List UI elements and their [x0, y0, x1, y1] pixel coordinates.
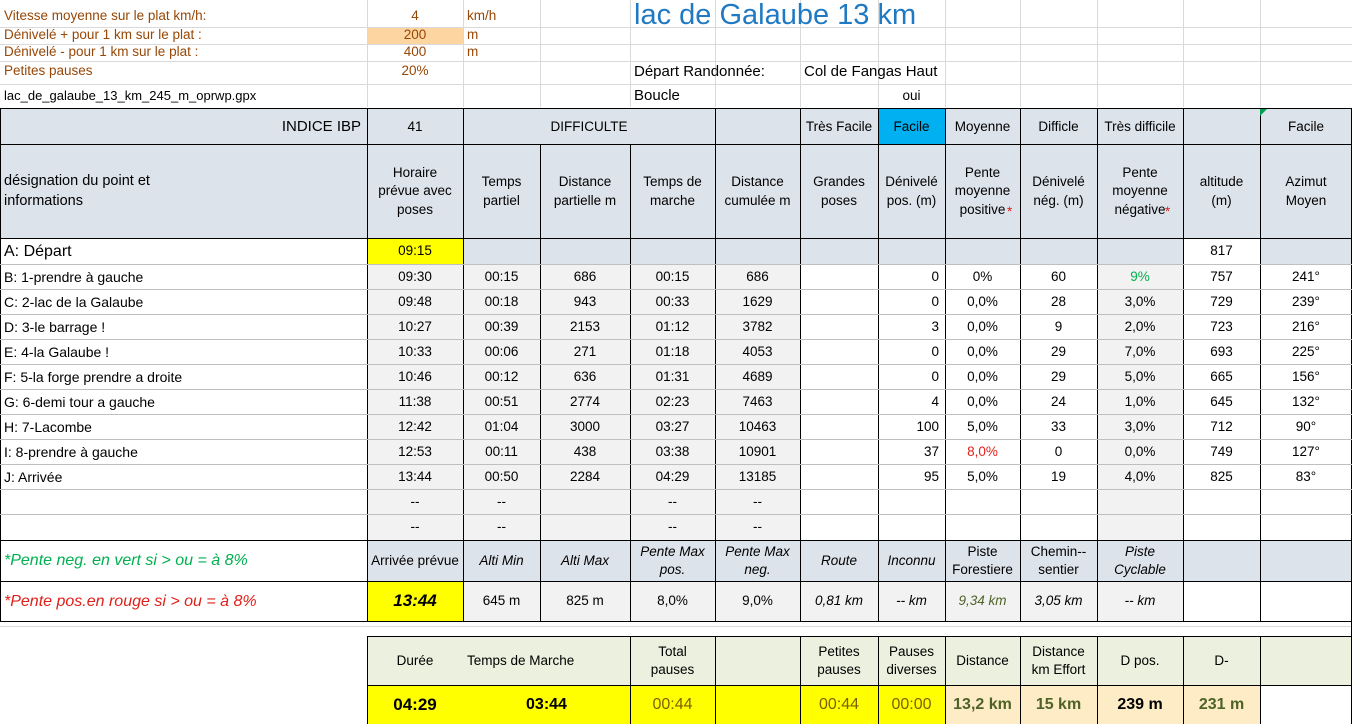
- header-grandes-poses: Grandes poses: [813, 174, 865, 208]
- row-6-gp: [800, 390, 878, 414]
- row-8-ppos: 8,0%: [967, 443, 998, 459]
- row-3-dneg: 9: [1054, 318, 1063, 334]
- row-7-tm: 03:27: [655, 418, 690, 434]
- piste-label: Piste Forestiere: [952, 543, 1013, 577]
- row-1-alt: 757: [1210, 268, 1233, 284]
- marche-value: 03:44: [526, 696, 567, 714]
- route-value: 0,81 km: [814, 593, 864, 609]
- row-1-name: B: 1-prendre à gauche: [4, 268, 144, 285]
- dash-r2-tm: --: [668, 519, 677, 535]
- pente-pos-asterisk: *: [1007, 204, 1013, 219]
- dminus-unit: m: [467, 44, 479, 60]
- total-pauses-label: Total pauses: [650, 643, 695, 677]
- row-7-dp: 3000: [569, 418, 601, 434]
- row-6-dneg: 24: [1050, 393, 1067, 409]
- row-4-tm: 01:18: [655, 343, 690, 359]
- dpos-value: 239 m: [1117, 696, 1163, 714]
- header-deniv-neg: Dénivelé nég. (m): [1032, 174, 1085, 208]
- row-5-dpos: 0: [931, 368, 939, 384]
- row-8-dp: 438: [573, 443, 597, 459]
- row-3-ppos: 0,0%: [967, 318, 998, 334]
- row-5-dneg: 29: [1050, 368, 1067, 384]
- row-6-tp: 00:51: [484, 393, 519, 409]
- row-4-dc: 4053: [742, 343, 773, 359]
- distance-value: 13,2 km: [953, 696, 1012, 714]
- row-1-pneg: 9%: [1130, 268, 1150, 284]
- row-1-dneg: 60: [1050, 268, 1067, 284]
- dplus-value[interactable]: 200: [403, 27, 427, 43]
- row-4-dpos: 0: [931, 343, 939, 359]
- row-1-tp: 00:15: [484, 268, 519, 284]
- row-7-horaire: 12:42: [398, 418, 432, 434]
- row-5-dc: 4689: [742, 368, 773, 384]
- row-3-dc: 3782: [742, 318, 773, 334]
- row-9-tp: 00:50: [484, 468, 519, 484]
- dash-r1-horaire: --: [410, 494, 420, 510]
- pente-max-neg-value: 9,0%: [742, 593, 773, 609]
- dpos-label: D pos.: [1120, 652, 1160, 668]
- row-2-name: C: 2-lac de la Galaube: [4, 293, 144, 310]
- total-pauses-value: 00:44: [652, 696, 693, 714]
- alti-max-value: 825 m: [566, 593, 604, 609]
- header-azimut: Azimut Moyen: [1285, 174, 1327, 208]
- row-2-gp: [800, 290, 878, 314]
- row-5-az: 156°: [1292, 368, 1320, 384]
- dash-r2-horaire: --: [410, 519, 420, 535]
- row-4-alt: 693: [1210, 343, 1233, 359]
- distance-label: Distance: [956, 652, 1009, 668]
- dash-r1-tp: --: [497, 494, 506, 510]
- row-9-tm: 04:29: [655, 468, 690, 484]
- pente-neg-asterisk: *: [1165, 204, 1171, 219]
- ibp-label: INDICE IBP: [281, 117, 361, 135]
- row-2-dpos: 0: [931, 293, 939, 309]
- header-horaire: Horaire prévue avec poses: [378, 165, 452, 217]
- depart-value: Col de Fangas Haut: [804, 63, 938, 81]
- row-4-ppos: 0,0%: [967, 343, 998, 359]
- row-8-dneg: 0: [1054, 443, 1063, 459]
- header-altitude: altitude (m): [1199, 174, 1244, 208]
- row-5-alt: 665: [1210, 368, 1233, 384]
- header-designation: désignation du point et informations: [4, 172, 150, 209]
- level-tres-facile: Très Facile: [805, 118, 873, 134]
- start-row-fill-b: [1260, 238, 1352, 264]
- inconnu-value: -- km: [896, 593, 927, 609]
- route-label: Route: [820, 552, 858, 568]
- row-5-pneg: 5,0%: [1124, 368, 1156, 384]
- speed-label: Vitesse moyenne sur le plat km/h:: [4, 7, 207, 23]
- petites-pauses-value: 00:44: [818, 696, 860, 714]
- pente-max-pos-label: Pente Max pos.: [640, 543, 705, 577]
- row-1-dc: 686: [746, 268, 769, 284]
- row-1-az: 241°: [1292, 268, 1320, 284]
- page-title: lac de Galaube 13 km: [634, 0, 917, 32]
- row-3-horaire: 10:27: [398, 318, 432, 334]
- row-9-dneg: 19: [1050, 468, 1067, 484]
- depart-label: Départ Randonnée:: [634, 63, 765, 81]
- row-3-az: 216°: [1292, 318, 1320, 334]
- level-tres-difficile: Très difficile: [1104, 118, 1176, 134]
- row-7-ppos: 5,0%: [967, 418, 998, 434]
- row-4-gp: [800, 340, 878, 364]
- ibp-value: 41: [407, 118, 423, 134]
- row-6-ppos: 0,0%: [967, 393, 998, 409]
- row-5-tp: 00:12: [484, 368, 519, 384]
- alti-max-label: Alti Max: [560, 552, 609, 568]
- row-4-dneg: 29: [1050, 343, 1067, 359]
- speed-unit: km/h: [467, 7, 497, 23]
- pente-max-pos-value: 8,0%: [657, 593, 688, 609]
- ibp-result: Facile: [1287, 118, 1324, 134]
- row-5-dp: 636: [573, 368, 597, 384]
- row-9-dc: 13185: [738, 468, 777, 484]
- row-2-horaire: 09:48: [398, 293, 432, 309]
- pauses-div-label: Pauses diverses: [886, 643, 937, 677]
- duree-value: 04:29: [393, 694, 437, 714]
- row-2-alt: 729: [1210, 293, 1233, 309]
- arrivee-value: 13:44: [393, 591, 437, 611]
- row-6-dp: 2774: [569, 393, 601, 409]
- boucle-label: Boucle: [634, 86, 680, 104]
- row-1-horaire: 09:30: [398, 268, 432, 284]
- row-9-name: J: Arrivée: [4, 468, 63, 485]
- row-2-dneg: 28: [1050, 293, 1067, 309]
- row-4-pneg: 7,0%: [1124, 343, 1156, 359]
- row-9-dpos: 95: [923, 468, 939, 484]
- row-8-gp: [800, 440, 878, 464]
- pauses-div-value: 00:00: [891, 696, 932, 714]
- row-9-dp: 2284: [569, 468, 601, 484]
- dash-r2-dc: --: [753, 519, 762, 535]
- row-9-pneg: 4,0%: [1124, 468, 1156, 484]
- row-2-az: 239°: [1292, 293, 1320, 309]
- boucle-value: oui: [902, 87, 921, 103]
- header-distance-cumulee: Distance cumulée m: [724, 174, 791, 208]
- row-1-tm: 00:15: [655, 268, 690, 284]
- start-point-altitude: 817: [1210, 243, 1233, 259]
- row-1-dp: 686: [573, 268, 597, 284]
- header-pente-neg: Pente moyenne négative: [1112, 165, 1168, 217]
- row-3-tm: 01:12: [655, 318, 690, 334]
- row-7-tp: 01:04: [484, 418, 519, 434]
- row-7-name: H: 7-Lacombe: [4, 418, 92, 435]
- dash-r1-tm: --: [668, 494, 677, 510]
- row-9-horaire: 13:44: [398, 468, 432, 484]
- row-2-tp: 00:18: [484, 293, 519, 309]
- row-4-horaire: 10:33: [398, 343, 432, 359]
- difficulte-label: DIFFICULTE: [550, 118, 628, 134]
- row-6-dc: 7463: [742, 393, 773, 409]
- row-1-gp: [800, 265, 878, 289]
- effort-value: 15 km: [1035, 696, 1082, 714]
- row-8-alt: 749: [1210, 443, 1233, 459]
- row-6-horaire: 11:38: [398, 393, 432, 409]
- dneg-label: D-: [1214, 652, 1229, 668]
- legend-neg: *Pente neg. en vert si > ou = à 8%: [4, 552, 248, 570]
- cyclable-value: -- km: [1124, 593, 1156, 609]
- inconnu-label: Inconnu: [887, 552, 936, 568]
- row-4-az: 225°: [1292, 343, 1320, 359]
- dash-r1-dc: --: [753, 494, 762, 510]
- level-facile: Facile: [893, 118, 930, 134]
- dash-r2-tp: --: [497, 519, 506, 535]
- row-6-az: 132°: [1292, 393, 1320, 409]
- row-7-dpos: 100: [916, 418, 939, 434]
- row-2-pneg: 3,0%: [1124, 293, 1156, 309]
- dminus-value[interactable]: 400: [403, 44, 427, 60]
- start-row-fill-a: [463, 238, 1183, 264]
- row-2-dp: 943: [573, 293, 597, 309]
- cyclable-label: Piste Cyclable: [1114, 543, 1166, 577]
- row-6-dpos: 4: [931, 393, 939, 409]
- row-5-tm: 01:31: [655, 368, 690, 384]
- row-5-horaire: 10:46: [398, 368, 432, 384]
- row-8-pneg: 0,0%: [1124, 443, 1156, 459]
- pauses-value[interactable]: 20%: [401, 63, 429, 79]
- header-pente-pos-text: Pente moyenne positive: [954, 165, 1011, 217]
- marche-label: Temps de Marche: [467, 652, 575, 668]
- row-6-name: G: 6-demi tour a gauche: [4, 393, 155, 410]
- row-7-az: 90°: [1295, 418, 1317, 434]
- legend-pos: *Pente pos.en rouge si > ou = à 8%: [4, 592, 257, 610]
- alti-min-label: Alti Min: [479, 552, 524, 568]
- row-2-ppos: 0,0%: [967, 293, 998, 309]
- row-9-alt: 825: [1210, 468, 1233, 484]
- row-8-horaire: 12:53: [398, 443, 432, 459]
- row-8-dpos: 37: [923, 443, 939, 459]
- row-6-alt: 645: [1210, 393, 1233, 409]
- row-4-name: E: 4-la Galaube !: [4, 343, 110, 360]
- row-2-tm: 00:33: [655, 293, 690, 309]
- dplus-label: Dénivelé + pour 1 km sur le plat :: [4, 27, 202, 43]
- row-3-name: D: 3-le barrage !: [4, 318, 106, 335]
- row-8-az: 127°: [1292, 443, 1320, 459]
- header-temps-partiel: Temps partiel: [481, 174, 522, 208]
- row-1-ppos: 0%: [972, 268, 993, 284]
- row-3-dpos: 3: [931, 318, 939, 334]
- gpx-filename: lac_de_galaube_13_km_245_m_oprwp.gpx: [4, 88, 257, 104]
- row-7-alt: 712: [1210, 418, 1233, 434]
- chemin-label: Chemin-- sentier: [1030, 543, 1087, 577]
- row-8-tp: 00:11: [485, 443, 518, 459]
- row-3-pneg: 2,0%: [1124, 318, 1156, 334]
- dminus-label: Dénivelé - pour 1 km sur le plat :: [4, 44, 199, 60]
- duree-label: Durée: [396, 652, 434, 668]
- row-2-dc: 1629: [742, 293, 773, 309]
- chemin-value: 3,05 km: [1034, 593, 1083, 609]
- effort-label: Distance km Effort: [1031, 643, 1086, 677]
- arrivee-label: Arrivée prévue: [371, 552, 459, 568]
- row-3-dp: 2153: [569, 318, 601, 334]
- row-6-tm: 02:23: [655, 393, 690, 409]
- row-9-ppos: 5,0%: [967, 468, 998, 484]
- row-7-dc: 10463: [738, 418, 777, 434]
- dneg-value: 231 m: [1198, 696, 1245, 714]
- row-3-tp: 00:39: [484, 318, 519, 334]
- header-temps-marche: Temps de marche: [643, 174, 702, 208]
- header-deniv-pos: Dénivelé pos. (m): [885, 174, 938, 208]
- start-point-name: A: Départ: [4, 242, 72, 260]
- row-1-dpos: 0: [931, 268, 939, 284]
- row-4-dp: 271: [573, 343, 597, 359]
- dplus-unit: m: [467, 27, 479, 43]
- row-5-name: F: 5-la forge prendre a droite: [4, 368, 183, 385]
- row-5-gp: [800, 365, 878, 389]
- row-5-ppos: 0,0%: [967, 368, 998, 384]
- level-moyenne: Moyenne: [954, 118, 1011, 134]
- row-8-tm: 03:38: [655, 443, 690, 459]
- level-difficile: Difficle: [1038, 118, 1079, 134]
- pente-max-neg-label: Pente Max neg.: [725, 543, 790, 577]
- header-pente-pos: [945, 145, 1020, 238]
- start-point-horaire[interactable]: 09:15: [398, 243, 432, 259]
- row-4-tp: 00:06: [484, 343, 519, 359]
- row-7-dneg: 33: [1050, 418, 1067, 434]
- petites-pauses-label: Petites pauses: [817, 643, 861, 677]
- row-3-alt: 723: [1210, 318, 1233, 334]
- speed-value[interactable]: 4: [411, 7, 419, 23]
- pauses-label: Petites pauses: [4, 63, 93, 79]
- row-9-az: 83°: [1295, 468, 1317, 484]
- row-8-name: I: 8-prendre à gauche: [4, 443, 138, 460]
- row-3-gp: [800, 315, 878, 339]
- piste-value: 9,34 km: [958, 593, 1007, 609]
- header-distance-partielle: Distance partielle m: [553, 174, 617, 208]
- row-7-pneg: 3,0%: [1124, 418, 1156, 434]
- alti-min-value: 645 m: [482, 593, 521, 609]
- row-6-pneg: 1,0%: [1124, 393, 1156, 409]
- row-9-gp: [800, 465, 878, 489]
- row-7-gp: [800, 415, 878, 439]
- row-8-dc: 10901: [738, 443, 777, 459]
